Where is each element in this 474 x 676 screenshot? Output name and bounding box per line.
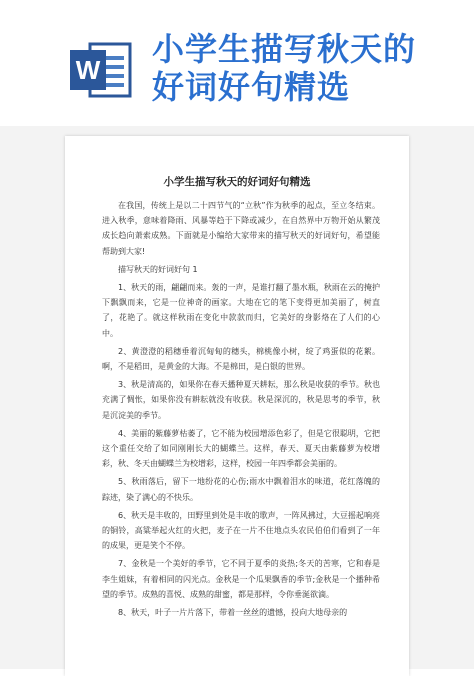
word-icon-letter: W [75, 55, 101, 85]
page-title-line-1: 小学生描写秋天的 [152, 30, 417, 68]
body-paragraph: 3、秋是清高的，如果你在春天播种夏天耕耘，那么秋是收获的季节。秋也充满了惆怅，如果你没有耕耘就没有收获。秋是深沉的，秋是思考的季节，秋是沉淀美的季节。 [102, 380, 380, 420]
document-page [65, 136, 409, 676]
document-body [102, 198, 380, 623]
body-paragraph: 5、秋雨落后，留下一地纷花的心伤;雨水中飘着泪水的味道，花红落魄的踪迹，染了满心的不快乐。 [102, 477, 380, 502]
page-title-line-2: 好词好句精选 [152, 68, 351, 106]
section-heading: 描写秋天的好词好句 1 [118, 264, 198, 274]
word-document-icon [70, 42, 132, 98]
body-paragraph: 6、秋天是丰收的，田野里到处是丰收的歌声，一阵风拂过，大豆摇起响亮的铜铃，高粱举起火红的火把，麦子在一片不住地点头农民伯伯们看到了一年的成果，更是笑个不停。 [102, 510, 380, 551]
intro-paragraph: 在我国，传统上是以二十四节气的“立秋”作为秋季的起点，至立冬结束。进入秋季，意味着降雨、风暴等趋于下降或减少，在自然界中万物开始从繁茂成长趋向萧索成熟。下面就是小编给大家带来的描写秋天的好词好句，希望能帮助到大家! [102, 201, 380, 256]
page-title [152, 30, 462, 106]
body-paragraph: 4、美丽的紫藤萝枯萎了，它不能为校园增添色彩了，但是它很聪明，它把这个重任交给了如同刚刚长大的蝴蝶兰。这样，春天、夏天由紫藤萝为校增彩，秋、冬天由蝴蝶兰为校增彩，这样，校园一年四季都会美丽的。 [102, 428, 380, 469]
body-paragraph: 7、金秋是一个美好的季节，它不同于夏季的炎热;冬天的苦寒，它和春是李生姐妹，有着相同的闪光点。金秋是一个瓜果飘香的季节;金秋是一个播种希望的季节。成熟的喜悦、成熟的甜蜜，都是那样，令你垂涎欲滴。 [102, 559, 380, 599]
header-banner [0, 0, 474, 126]
document-title: 小学生描写秋天的好词好句精选 [163, 176, 311, 188]
document-preview-area [0, 126, 474, 669]
body-paragraph: 8、秋天，叶子一片片落下，带着一丝丝的遗憾，投向大地母亲的 [118, 608, 348, 618]
body-paragraph: 2、黄澄澄的稻穗垂着沉甸甸的穗头，棉桃像小树，绽了鸡蛋似的花絮。啊，不是稻田，是黄金的大海。不是棉田，是白银的世界。 [102, 346, 380, 372]
body-paragraph: 1、秋天的雨，翩翩而来。轰的一声，是谁打翻了墨水瓶，秋雨在云的掩护下飘飘而来，它是一位神奇的画家。大地在它的笔下变得更加美丽了，树直了，花艳了。就这样秋雨在变化中款款而归，它美好的身影烙在了人们的心中。 [102, 283, 380, 338]
